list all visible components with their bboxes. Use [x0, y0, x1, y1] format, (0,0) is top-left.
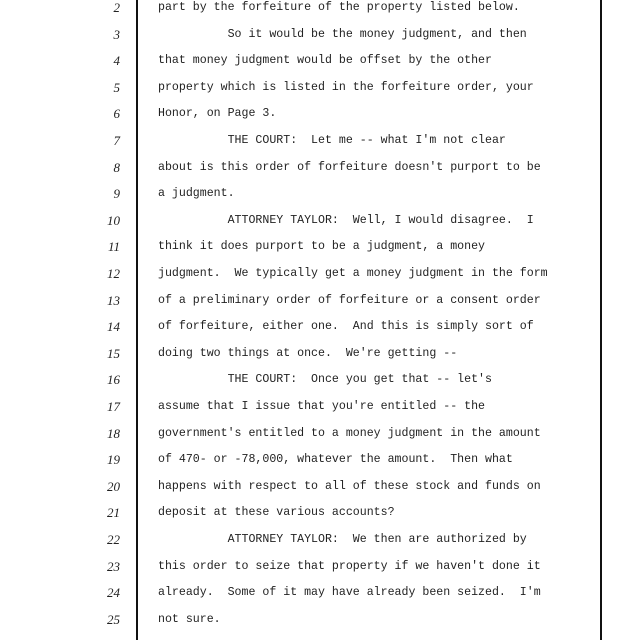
- line-number: 22: [107, 532, 120, 547]
- transcript-line: government's entitled to a money judgment in the amount: [158, 426, 541, 440]
- transcript-line: ATTORNEY TAYLOR: Well, I would disagree. I: [158, 213, 534, 227]
- line-number: 4: [113, 53, 120, 69]
- line-number: 7: [113, 133, 120, 148]
- line-number: 3: [113, 26, 120, 42]
- transcript-line: THE COURT: Once you get that -- let's: [158, 373, 492, 387]
- transcript-line: part by the forfeiture of the property listed below.: [158, 1, 520, 14]
- line-number: 9: [113, 186, 120, 202]
- line-number: 15: [107, 345, 120, 361]
- line-number: 8: [113, 159, 120, 175]
- right-margin-rule: [600, 0, 602, 640]
- transcript-line: of a preliminary order of forfeiture or a consent order: [158, 293, 541, 307]
- line-number: 11: [107, 239, 120, 255]
- left-margin-rule: [136, 0, 138, 640]
- transcript-line: judgment. We typically get a money judgment in the form: [158, 267, 548, 280]
- line-number: 14: [107, 319, 120, 335]
- transcript-line: ATTORNEY TAYLOR: We then are authorized by: [158, 533, 527, 546]
- transcript-line: this order to seize that property if we haven't done it: [158, 559, 541, 573]
- line-number: 19: [107, 452, 120, 468]
- transcript-line: already. Some of it may have already been seized. I'm: [158, 586, 541, 600]
- transcript-line: about is this order of forfeiture doesn't purport to be: [158, 160, 541, 174]
- transcript-line: of forfeiture, either one. And this is simply sort of: [158, 320, 534, 334]
- line-number: 25: [107, 611, 120, 627]
- line-number: 12: [107, 266, 120, 281]
- transcript-line: a judgment.: [158, 187, 235, 201]
- transcript-line: that money judgment would be offset by the other: [158, 54, 492, 68]
- line-number: 21: [107, 505, 120, 521]
- transcript-line: not sure.: [158, 612, 221, 626]
- line-number: 24: [107, 585, 120, 601]
- transcript-line: THE COURT: Let me -- what I'm not clear: [158, 134, 506, 147]
- line-number: 17: [107, 399, 120, 414]
- line-number: 23: [107, 558, 120, 574]
- line-number: 2: [113, 0, 120, 15]
- transcript-line: doing two things at once. We're getting --: [158, 346, 458, 360]
- transcript-line: think it does purport to be a judgment, a money: [158, 240, 485, 254]
- line-number: 20: [107, 478, 120, 494]
- transcript-line: property which is listed in the forfeiture order, your: [158, 80, 534, 94]
- transcript-line: So it would be the money judgment, and then: [158, 27, 527, 41]
- transcript-line: Honor, on Page 3.: [158, 107, 277, 121]
- line-number: 16: [107, 372, 120, 388]
- transcript-line: of 470- or -78,000, whatever the amount. Then what: [158, 453, 513, 467]
- line-number: 6: [113, 106, 120, 122]
- line-number: 13: [107, 292, 120, 308]
- line-number: 5: [113, 79, 120, 95]
- line-number: 18: [107, 425, 120, 441]
- line-number: 10: [107, 212, 120, 228]
- transcript-line: assume that I issue that you're entitled -- the: [158, 400, 485, 413]
- transcript-line: happens with respect to all of these stock and funds on: [158, 479, 541, 493]
- transcript-line: deposit at these various accounts?: [158, 506, 395, 520]
